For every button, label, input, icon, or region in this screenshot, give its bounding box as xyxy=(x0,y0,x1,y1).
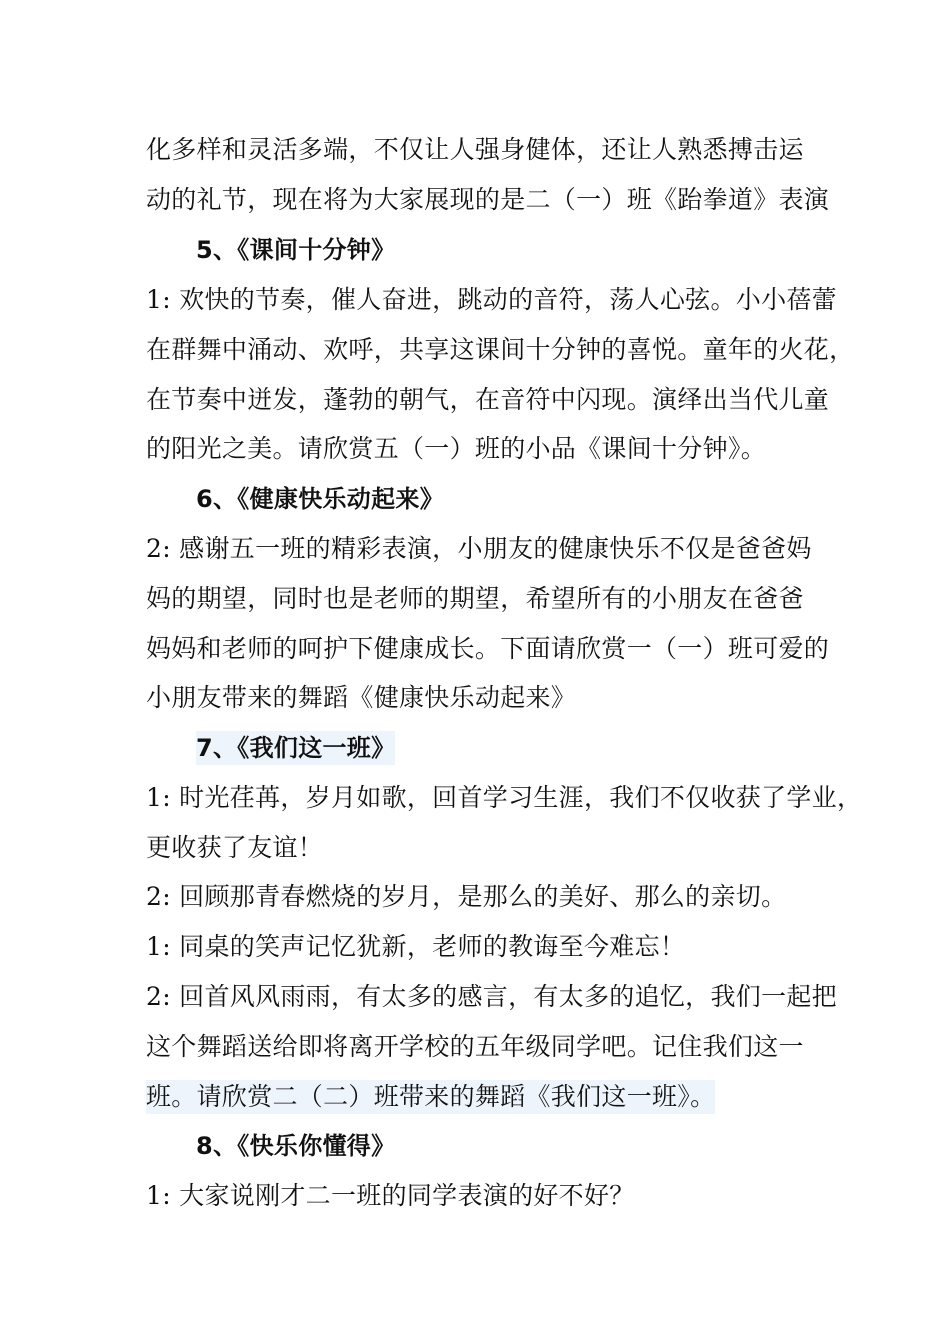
body-line: 班。请欣赏二（二）班带来的舞蹈《我们这一班》。 xyxy=(146,1080,715,1114)
body-line: 2: 回顾那青春燃烧的岁月，是那么的美好、那么的亲切。 xyxy=(146,882,787,911)
section-heading-7: 7、《我们这一班》 xyxy=(196,731,395,765)
body-line: 动的礼节，现在将为大家展现的是二（一）班《跆拳道》表演 xyxy=(146,185,830,214)
body-line: 1: 同桌的笑声记忆犹新，老师的教诲至今难忘！ xyxy=(146,932,686,961)
section-heading-6: 6、《健康快乐动起来》 xyxy=(196,485,444,513)
body-line: 的阳光之美。请欣赏五（一）班的小品《课间十分钟》。 xyxy=(146,434,767,463)
section-heading-5: 5、《课间十分钟》 xyxy=(196,236,396,264)
body-line: 1: 大家说刚才二一班的同学表演的好不好？ xyxy=(146,1181,635,1210)
body-line: 小朋友带来的舞蹈《健康快乐动起来》 xyxy=(146,683,577,712)
body-line: 更收获了友谊！ xyxy=(146,833,324,862)
body-line: 化多样和灵活多端，不仅让人强身健体，还让人熟悉搏击运 xyxy=(146,135,804,164)
body-line: 这个舞蹈送给即将离开学校的五年级同学吧。记住我们这一 xyxy=(146,1032,804,1061)
body-line: 2: 感谢五一班的精彩表演，小朋友的健康快乐不仅是爸爸妈 xyxy=(146,534,812,563)
body-line: 在节奏中迸发，蓬勃的朝气，在音符中闪现。演绎出当代儿童 xyxy=(146,385,830,414)
body-line: 在群舞中涌动、欢呼，共享这课间十分钟的喜悦。童年的火花， xyxy=(146,335,855,364)
section-heading-8: 8、《快乐你懂得》 xyxy=(196,1132,396,1160)
body-line: 1: 欢快的节奏，催人奋进，跳动的音符，荡人心弦。小小蓓蕾 xyxy=(146,285,837,314)
body-line: 2: 回首风风雨雨，有太多的感言，有太多的追忆，我们一起把 xyxy=(146,982,837,1011)
body-line: 1: 时光荏苒，岁月如歌，回首学习生涯，我们不仅收获了学业， xyxy=(146,783,863,812)
body-line: 妈的期望，同时也是老师的期望，希望所有的小朋友在爸爸 xyxy=(146,584,804,613)
body-line: 妈妈和老师的呵护下健康成长。下面请欣赏一（一）班可爱的 xyxy=(146,634,830,663)
